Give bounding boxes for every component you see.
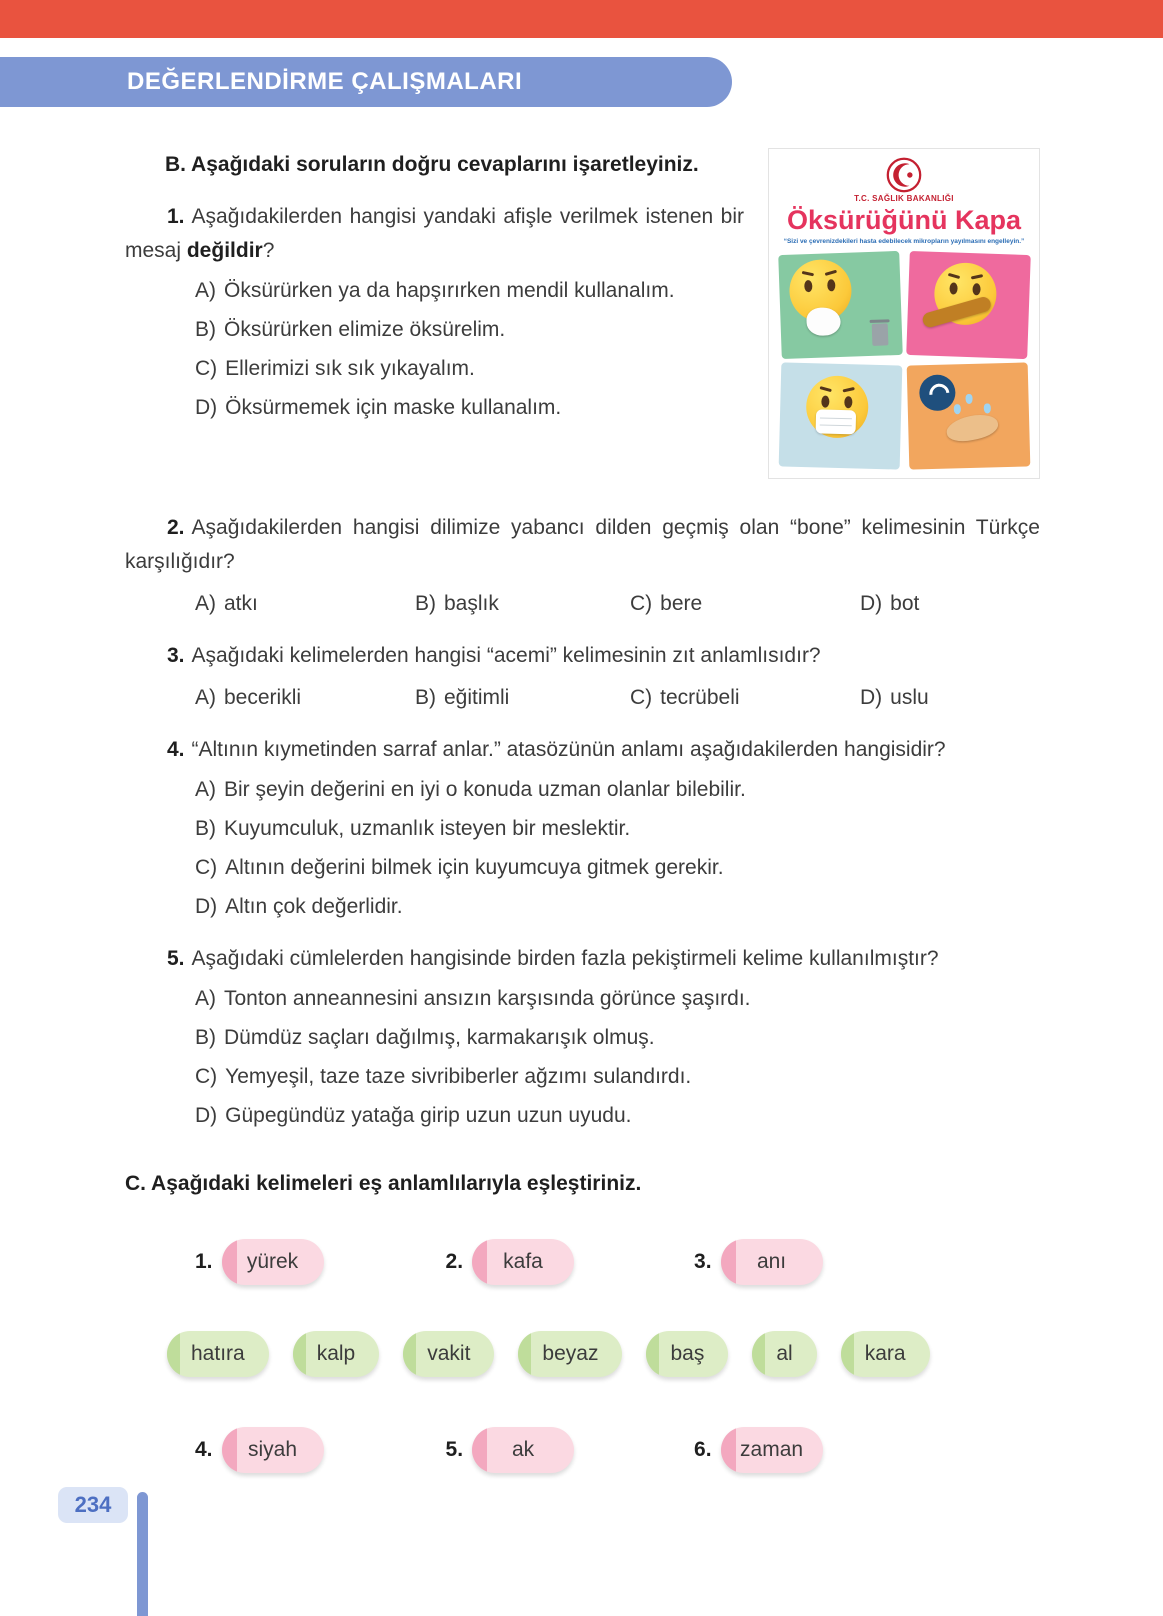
match-bottom-row [125, 1427, 1040, 1473]
q3-option-c: C) tecrübeli [630, 686, 740, 709]
q5-option-b: B) Dümdüz saçları dağılmış, karmakarışık olmuş. [195, 1026, 655, 1049]
tile-handwash [906, 362, 1029, 469]
water-tap-icon [918, 374, 955, 411]
q2-option-c: C) bere [630, 592, 703, 615]
match-number: 5. [445, 1438, 464, 1461]
q3-option-b: B) eğitimli [415, 686, 510, 709]
question-2-number: 2. [167, 516, 185, 539]
q4-option-c: C) Altının değerini bilmek için kuyumcuya gitmek gerekir. [195, 856, 724, 879]
option-label: D) [195, 396, 218, 419]
poster-subtitle: “Sizi ve çevrenizdekileri hasta edebilecek mikropların yayılmasını engelleyin.” [783, 238, 1025, 245]
page-number: 234 [58, 1487, 128, 1523]
question-5-number: 5. [167, 947, 185, 970]
water-drop-icon [983, 403, 990, 413]
question-2 [125, 511, 1040, 579]
q3-options [125, 681, 1040, 715]
word-pill-bas: baş [646, 1331, 728, 1377]
section-b-heading: B. Aşağıdaki soruların doğru cevaplarını işaretleyiniz. [165, 153, 699, 176]
question-1-bold-word: değildir [186, 239, 263, 262]
word-pill-ani: anı [721, 1239, 823, 1285]
match-number: 4. [195, 1438, 213, 1461]
tile-mask [779, 362, 902, 469]
match-top-row [125, 1239, 1040, 1285]
tissue-icon [806, 307, 841, 336]
q4-option-d: D) Altın çok değerlidir. [195, 895, 403, 918]
word-pill-kara: kara [841, 1331, 930, 1377]
question-1-text: Aşağıdakilerden hangisi yandaki afişle verilmek istenen bir mesaj [125, 205, 744, 262]
face-mask-icon [816, 409, 857, 434]
match-number: 1. [195, 1250, 213, 1273]
ministry-logo-icon [886, 157, 922, 193]
poster-ministry-text: T.C. SAĞLIK BAKANLIĞI [854, 194, 954, 203]
option-label: A) [195, 279, 216, 302]
poster-title: Öksürüğünü Kapa [786, 205, 1022, 235]
question-4-number: 4. [167, 738, 185, 761]
q3-option-a: A) becerikli [195, 686, 302, 709]
word-pill-al: al [752, 1331, 816, 1377]
question-1-text-end: ? [262, 239, 275, 262]
question-2-text: Aşağıdakilerden hangisi dilimize yabancı dilden geçmiş olan “bone” kelimesinin Türkçe karşılığıdır? [125, 516, 1040, 573]
top-red-bar [0, 0, 1163, 38]
q4-option-b: B) Kuyumculuk, uzmanlık isteyen bir meslektir. [195, 817, 631, 840]
water-drop-icon [965, 394, 972, 404]
option-text: Öksürürken elimize öksürelim. [224, 318, 506, 341]
match-item-1 [195, 1239, 324, 1285]
q2-option-b: B) başlık [415, 592, 499, 615]
health-poster [768, 148, 1040, 479]
q2-option-d: D) bot [860, 592, 920, 615]
hand-icon [944, 411, 1000, 445]
word-pill-beyaz: beyaz [518, 1331, 622, 1377]
q5-option-a: A) Tonton anneannesini ansızın karşısında görünce şaşırdı. [195, 987, 751, 1010]
question-4-text: “Altının kıymetinden sarraf anlar.” atasözünün anlamı aşağıdakilerden hangisidir? [191, 738, 946, 761]
word-pill-ak: ak [472, 1427, 574, 1473]
question-3-number: 3. [167, 644, 185, 667]
synonym-row [167, 1331, 1040, 1377]
match-item-5 [446, 1427, 575, 1473]
word-pill-siyah: siyah [222, 1427, 324, 1473]
match-number: 3. [694, 1250, 712, 1273]
word-pill-zaman: zaman [721, 1427, 823, 1473]
section-c-heading: C. Aşağıdaki kelimeleri eş anlamlılarıyla eşleştiriniz. [125, 1172, 642, 1195]
water-drop-icon [953, 404, 960, 414]
match-item-4 [195, 1427, 324, 1473]
word-pill-kafa: kafa [472, 1239, 574, 1285]
question-1-number: 1. [167, 205, 185, 228]
option-label: B) [195, 318, 216, 341]
match-number: 6. [694, 1438, 712, 1461]
question-3-text: Aşağıdaki kelimelerden hangisi “acemi” kelimesinin zıt anlamlısıdır? [191, 644, 821, 667]
word-pill-hatira: hatıra [167, 1331, 269, 1377]
option-text: Öksürmemek için maske kullanalım. [225, 396, 562, 419]
q2-options [125, 587, 1040, 621]
q4-option-a: A) Bir şeyin değerini en iyi o konuda uzman olanlar bilebilir. [195, 778, 746, 801]
match-item-3 [694, 1239, 823, 1285]
page-content [125, 148, 1040, 1473]
page-title: DEĞERLENDİRME ÇALIŞMALARI [127, 68, 523, 95]
match-item-6 [694, 1427, 823, 1473]
word-pill-vakit: vakit [403, 1331, 494, 1377]
question-4 [125, 733, 1040, 767]
question-3 [125, 639, 1040, 673]
tile-elbow-cough [906, 251, 1030, 359]
option-label: C) [195, 357, 218, 380]
word-pill-yurek: yürek [222, 1239, 324, 1285]
q2-option-a: A) atkı [195, 592, 258, 615]
word-pill-kalp: kalp [293, 1331, 380, 1377]
match-item-2 [446, 1239, 575, 1285]
q5-option-c: C) Yemyeşil, taze taze sivribiberler ağzımı sulandırdı. [195, 1065, 692, 1088]
q3-option-d: D) uslu [860, 686, 929, 709]
trash-bin-icon [871, 323, 888, 346]
question-5-text: Aşağıdaki cümlelerden hangisinde birden fazla pekiştirmeli kelime kullanılmıştır? [191, 947, 939, 970]
q5-option-d: D) Güpegündüz yatağa girip uzun uzun uyudu. [195, 1104, 632, 1127]
left-edge-stripe [137, 1492, 148, 1616]
question-5 [125, 942, 1040, 976]
tile-tissue [778, 251, 902, 359]
option-text: Ellerimizi sık sık yıkayalım. [225, 357, 475, 380]
section-header-band [0, 57, 732, 107]
match-number: 2. [445, 1250, 464, 1273]
poster-tiles [777, 253, 1031, 468]
option-text: Öksürürken ya da hapşırırken mendil kullanalım. [224, 279, 675, 302]
